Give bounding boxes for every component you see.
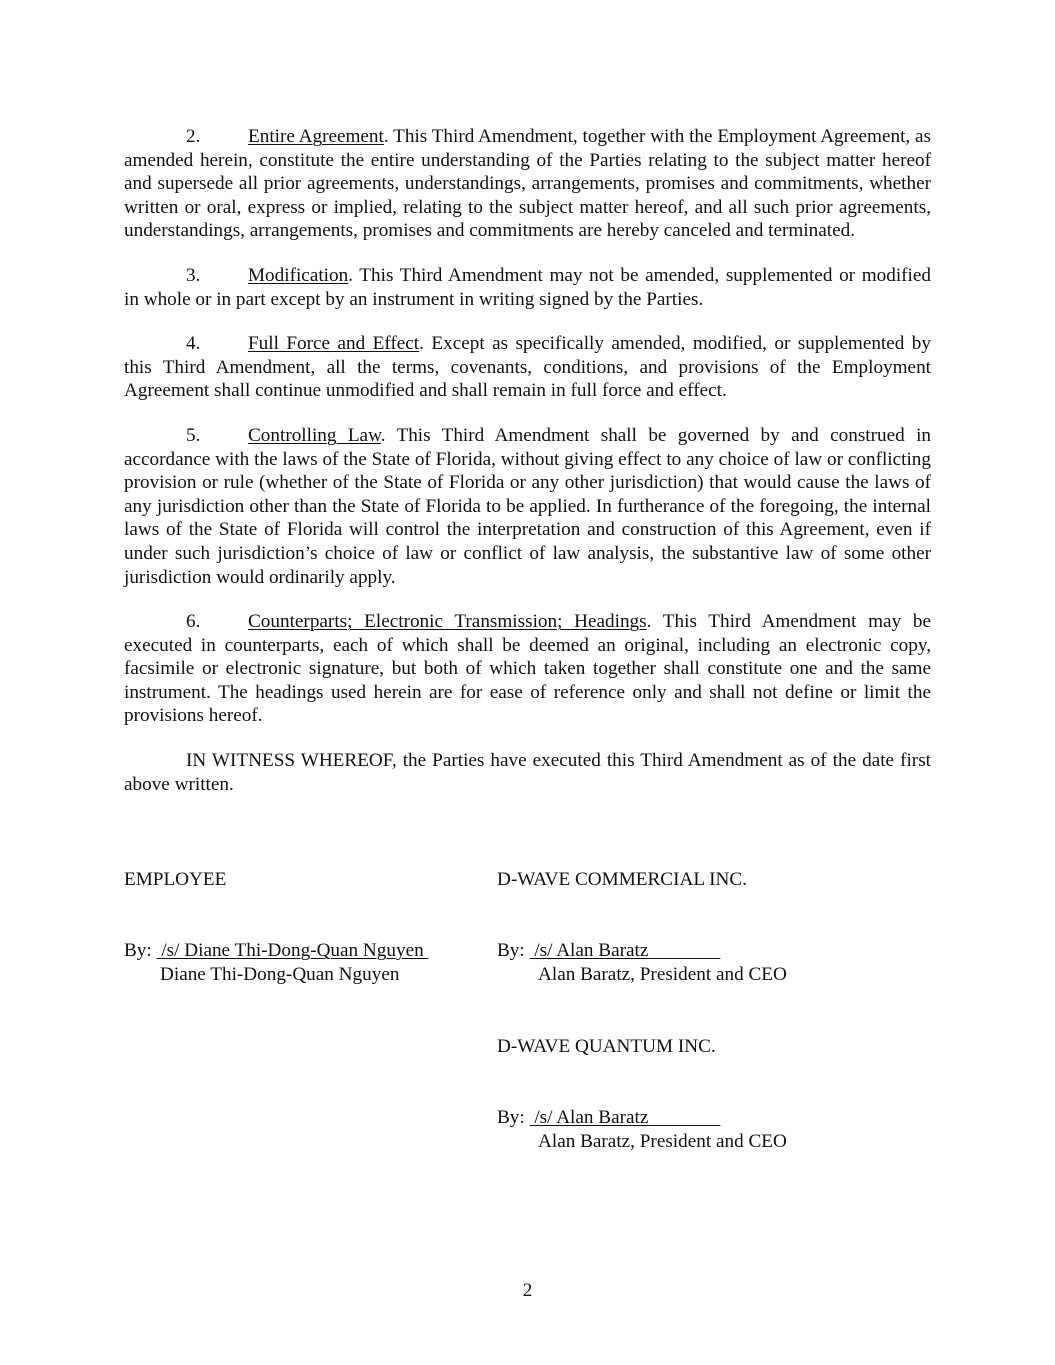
- by-label: By:: [497, 1107, 525, 1128]
- by-label: By:: [497, 940, 525, 961]
- section-number: 6.: [186, 611, 201, 633]
- section-heading: Modification: [248, 264, 349, 286]
- employee-party-label: EMPLOYEE: [124, 869, 227, 890]
- quantum-signature-line: [497, 1106, 720, 1130]
- section-text: . This Third Amendment, together with the Employment Agreement, as amended herein, constitute the entire understanding of the Parties relating to the subject matter hereof and supersede all prior agreements, understandings, arrangements, promises and commitments, whether written or oral, express or implied, relating to the subject matter hereof, and all such prior agreements, understandings, arrangements, promises and commitments are hereby canceled and terminated.: [124, 126, 932, 242]
- section-number: 2.: [186, 126, 201, 147]
- commercial-party-label: D-WAVE COMMERCIAL INC.: [497, 869, 747, 890]
- quantum-printed-name: Alan Baratz, President and CEO: [538, 1131, 787, 1152]
- section-heading: Counterparts; Electronic Transmission; Headings: [248, 611, 647, 633]
- section-heading: Full Force and Effect: [248, 333, 420, 355]
- section-entire-agreement: [124, 125, 931, 243]
- section-heading: Controlling Law: [248, 424, 381, 446]
- section-controlling-law: [124, 424, 931, 589]
- section-number: 5.: [186, 424, 201, 446]
- page-number: 2: [522, 1280, 533, 1301]
- section-number: 4.: [186, 333, 201, 355]
- employee-signature-line: [124, 939, 428, 963]
- commercial-signature-line: [497, 939, 720, 963]
- document-body: [124, 125, 931, 817]
- by-label: By:: [124, 940, 152, 961]
- section-heading: Entire Agreement: [248, 126, 384, 147]
- quantum-party-label: D-WAVE QUANTUM INC.: [497, 1036, 716, 1057]
- section-text: . This Third Amendment may not be amended, supplemented or modified in whole or in part except by an instrument in writing signed by the Parties.: [124, 264, 931, 310]
- section-modification: [124, 264, 931, 311]
- commercial-signature: /s/ Alan Baratz: [529, 940, 721, 961]
- section-text: . This Third Amendment may be executed in counterparts, each of which shall be deemed an original, including an electronic copy, facsimile or electronic signature, but both of which taken together shall constitute one and the same instrument. The headings used herein are for ease of reference only and shall not define or limit the provisions hereof.: [124, 611, 931, 727]
- section-number: 3.: [186, 264, 201, 286]
- section-full-force: [124, 332, 931, 403]
- section-text: . This Third Amendment shall be governed by and construed in accordance with the laws of the State of Florida, without giving effect to any choice of law or conflicting provision or rule (whether of the State of Florida or any other jurisdiction) that would cause the laws of any jurisdiction other than the State of Florida to be applied. In furtherance of the foregoing, the internal laws of the State of Florida will control the interpretation and construction of this Agreement, even if under such jurisdiction’s choice of law or conflict of law analysis, the substantive law of some other jurisdiction would ordinarily apply.: [124, 424, 931, 588]
- witness-clause: IN WITNESS WHEREOF, the Parties have executed this Third Amendment as of the date first above written.: [124, 750, 931, 795]
- section-counterparts: [124, 610, 931, 728]
- section-text: . Except as specifically amended, modified, or supplemented by this Third Amendment, all the terms, covenants, conditions, and provisions of the Employment Agreement shall continue unmodified and shall remain in full force and effect.: [124, 333, 931, 402]
- quantum-signature: /s/ Alan Baratz: [529, 1107, 721, 1128]
- commercial-printed-name: Alan Baratz, President and CEO: [538, 964, 787, 985]
- employee-signature: /s/ Diane Thi-Dong-Quan Nguyen: [156, 940, 429, 961]
- employee-printed-name: Diane Thi-Dong-Quan Nguyen: [160, 964, 400, 985]
